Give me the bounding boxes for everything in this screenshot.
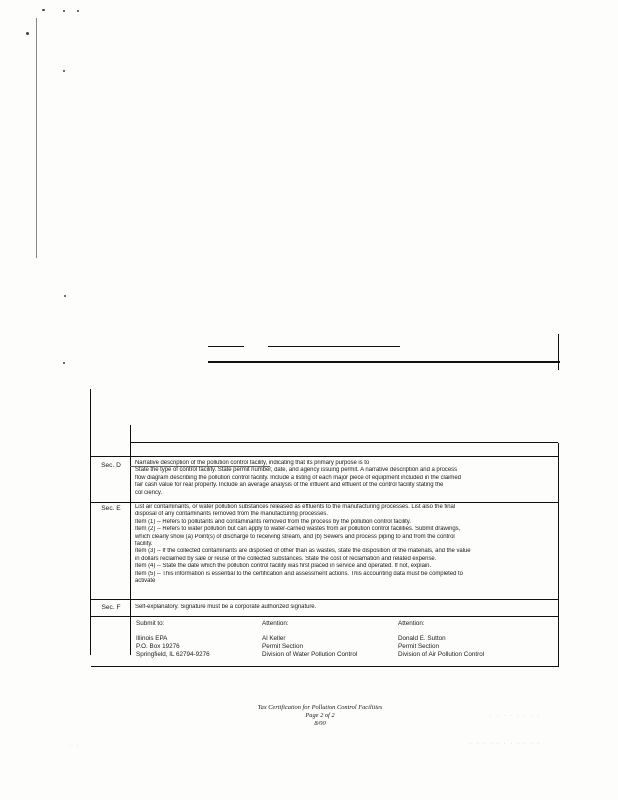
section-e-line: Item (3) -- If the collected contaminants are disposed of other than as wastes, state the disposition of the materials, and the value xyxy=(135,548,471,555)
section-e-line: which clearly show (a) Point(s) of discharge to receiving stream, and (b) Sewers and process piping to and from the control xyxy=(135,533,455,540)
section-e-line: Item (5) -- This information is essential to the certification and assessment actions. This accounting data must be completed to xyxy=(135,570,463,577)
footer-page-number: Page 2 of 2 xyxy=(305,712,335,719)
address-line: P.O. Box 19276 xyxy=(136,643,180,650)
scan-noise: . . . . . . . . . . . xyxy=(470,740,542,746)
address-line: Division of Water Pollution Control xyxy=(262,651,358,658)
section-e-line: Item (2) -- Refers to water pollution but can apply to water-carried wastes from air pollution control facilities. Submit drawings, xyxy=(135,526,461,533)
table-right-border xyxy=(558,443,559,667)
scan-noise: . . xyxy=(70,742,81,748)
address-line: Permit Section xyxy=(398,643,439,650)
section-e-line: activate xyxy=(135,578,156,585)
scan-speck xyxy=(63,70,65,72)
address-line: Division of Air Pollution Control xyxy=(398,651,485,658)
section-f-label: Sec. F xyxy=(101,604,121,611)
table-inner-border xyxy=(130,425,131,655)
table-rule xyxy=(91,616,558,617)
scan-noise: . . . . . . . . xyxy=(490,712,541,718)
footer-date: 8/00 xyxy=(314,720,326,727)
form-rule xyxy=(268,346,400,347)
table-rule xyxy=(91,599,558,600)
form-rule xyxy=(208,346,244,347)
scan-speck xyxy=(77,10,79,12)
water-attention-block xyxy=(262,620,357,659)
air-attention-block xyxy=(398,620,484,659)
section-e-line: facility. xyxy=(135,541,153,548)
section-f-line: Self-explanatory. Signature must be a corporate authorized signature. xyxy=(135,604,317,610)
section-e-line: List air contaminants, or water pollution substances released as effluents to the manufacturing processes. List also the final xyxy=(135,504,456,510)
section-d-line: fair cash value for real property. Include an average analysis of the influent and effluent of the control facility stating the xyxy=(135,482,444,489)
table-rule xyxy=(91,456,558,457)
form-heavy-rule xyxy=(208,361,560,363)
section-e-label: Sec. E xyxy=(101,505,121,512)
address-line: Donald E. Sutton xyxy=(398,635,446,642)
scan-speck xyxy=(42,9,45,11)
section-d-line: Narrative description of the pollution control facility, indicating that its primary purpose is to xyxy=(135,460,370,466)
scan-edge-line xyxy=(36,18,37,258)
section-d-label: Sec. D xyxy=(101,462,121,469)
scan-speck xyxy=(63,362,65,364)
attention-heading: Attention: xyxy=(262,620,289,627)
submit-to-block xyxy=(136,620,210,659)
address-line: Illinois EPA xyxy=(136,635,168,642)
table-bottom-rule xyxy=(91,666,558,667)
address-line: Springfield, IL 62794-9276 xyxy=(136,651,210,658)
attention-heading: Attention: xyxy=(398,620,425,627)
scan-speck xyxy=(26,32,29,35)
scan-speck xyxy=(63,10,65,12)
footer-title: Tax Certification for Pollution Control Facilities xyxy=(257,704,383,711)
section-f-text xyxy=(135,604,550,611)
section-e-line: in dollars reclaimed by sale or reuse of the collected substances. State the cost of reclamation and related expense. xyxy=(135,555,437,562)
section-e-line: Item (1) -- Refers to pollutants and contaminants removed from the process by the pollution control facility. xyxy=(135,518,411,525)
form-right-border xyxy=(558,334,559,370)
scan-speck xyxy=(64,295,66,297)
submit-to-heading: Submit to: xyxy=(136,620,165,627)
section-e-text xyxy=(135,504,550,585)
table-rule xyxy=(130,442,558,443)
section-d-line: State the type of control facility. State permit number, date, and agency issuing permit. A narrative description and a process xyxy=(135,467,458,474)
section-d-line: col ciency. xyxy=(135,489,163,496)
address-line: Permit Section xyxy=(262,643,303,650)
section-e-line: Item (4) -- State the date which the pollution control facility was first placed in service and operated. If not, explain. xyxy=(135,563,432,570)
page-footer xyxy=(200,704,440,728)
section-e-line: disposal of any contaminants removed from the manufacturing processes. xyxy=(135,511,328,518)
section-d-text xyxy=(135,460,550,497)
table-rule xyxy=(91,502,558,503)
address-line: Al Keller xyxy=(262,635,286,642)
section-d-line: flow diagram describing the pollution control facility. Include a listing of each major piece of equipment included in the claimed xyxy=(135,474,461,481)
